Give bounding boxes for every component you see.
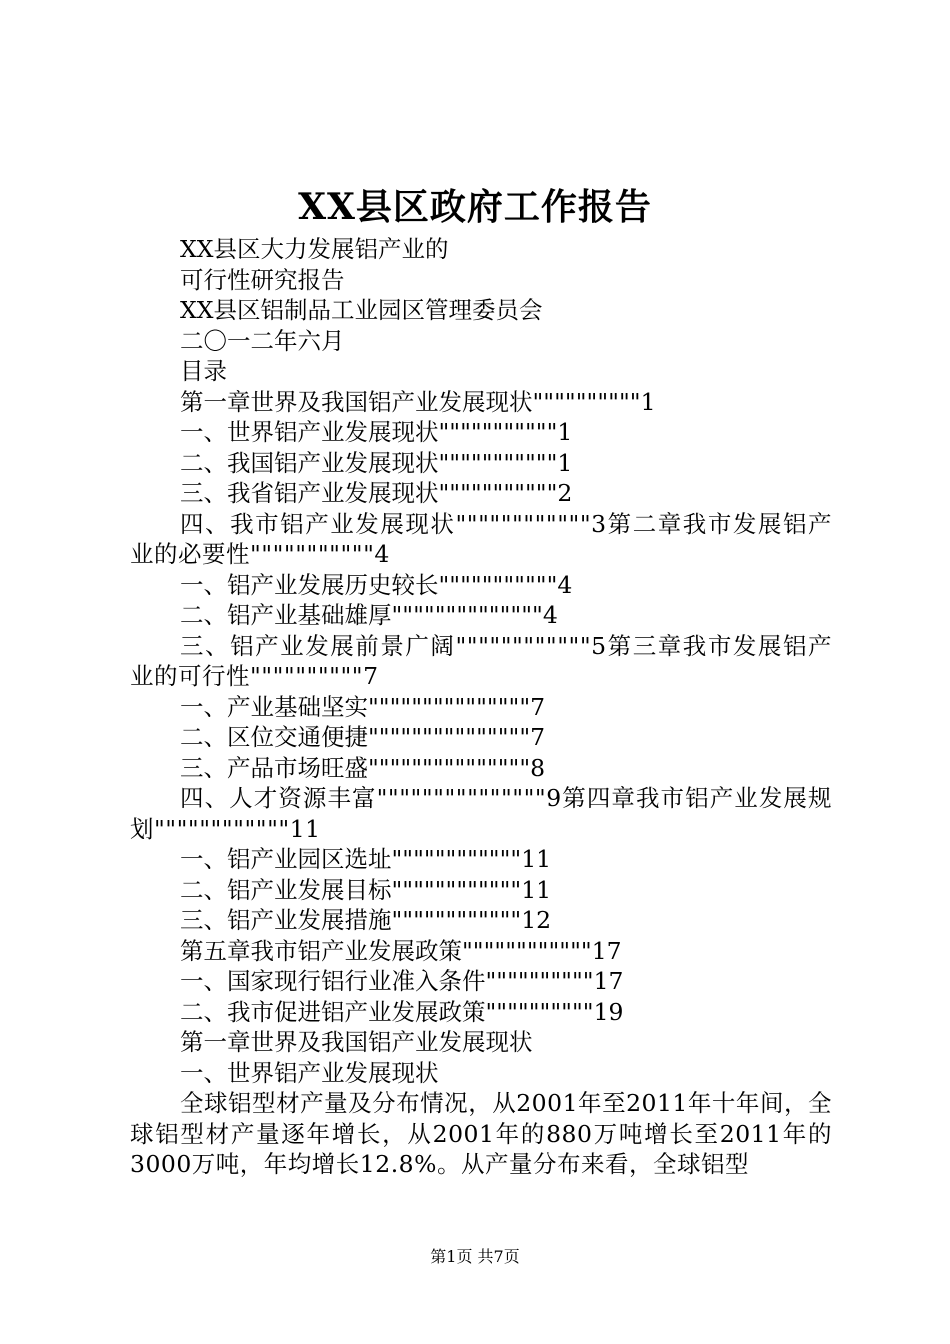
text-line: XX县区大力发展铝产业的 [180,235,449,263]
section-heading: 一、世界铝产业发展现状 [180,1058,439,1087]
toc-entry: 一、铝产业发展历史较长"""""""""""4 [180,570,573,599]
body-paragraph: 全球铝型材产量及分布情况，从2001年至2011年十年间，全球铝型材产量逐年增长，从2001年的880万吨增长至2011年的3000万吨，年均增长12.8%。从产量分布来看，全球铝型 [130,1089,832,1178]
toc-wrapped-entry: 四、人才资源丰富"""""""""""""""9第四章我市铝产业发展规划""""""""""""11 [130,784,832,843]
text-line: 二〇一二年六月 [180,326,345,355]
toc-entry: 二、区位交通便捷"""""""""""""""7 [180,723,546,751]
document-title: XX县区政府工作报告 [298,186,652,228]
toc-entry: 第五章我市铝产业发展政策""""""""""""17 [180,936,622,965]
toc-entry: 三、产品市场旺盛"""""""""""""""8 [180,753,546,782]
toc-entry: 二、我市促进铝产业发展政策""""""""""19 [180,997,624,1026]
toc-entry: 二、铝产业发展目标""""""""""""11 [180,875,552,904]
toc-entry: 一、产业基础坚实"""""""""""""""7 [180,692,546,721]
toc-entry: 一、世界铝产业发展现状"""""""""""1 [180,418,573,446]
page-footer: 第1页 共7页 [430,1247,520,1266]
toc-entry: 第一章世界及我国铝产业发展现状""""""""""1 [180,387,656,416]
chapter-heading: 第一章世界及我国铝产业发展现状 [180,1028,533,1056]
toc-entry: 二、我国铝产业发展现状"""""""""""1 [180,448,573,477]
toc-wrapped-entry: 三、铝产业发展前景广阔""""""""""""5第三章我市发展铝产业的可行性""""""""""7 [130,631,832,690]
text-line: 可行性研究报告 [180,265,345,294]
toc-entry: 三、我省铝产业发展现状"""""""""""2 [180,479,573,507]
document-body [130,234,832,1180]
text-line: XX县区铝制品工业园区管理委员会 [180,296,543,324]
toc-entry: 二、铝产业基础雄厚""""""""""""""4 [180,601,558,629]
toc-heading: 目录 [180,357,227,385]
toc-entry: 一、铝产业园区选址""""""""""""11 [180,845,552,873]
toc-entry: 三、铝产业发展措施""""""""""""12 [180,906,552,934]
toc-entry: 一、国家现行铝行业准入条件""""""""""17 [180,967,624,995]
toc-wrapped-entry: 四、我市铝产业发展现状""""""""""""3第二章我市发展铝产业的必要性"""""""""""4 [130,509,832,568]
